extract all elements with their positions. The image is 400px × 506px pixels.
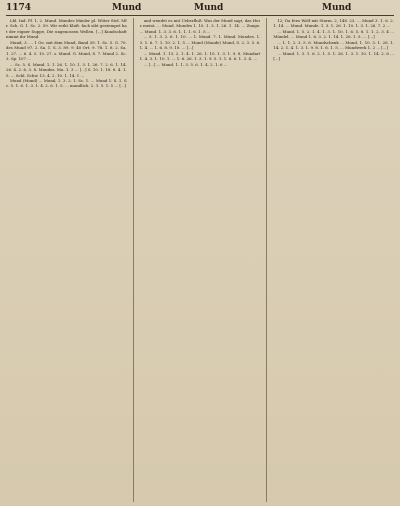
- running-headword-right: Mund: [322, 3, 352, 13]
- running-headword-center: Mund: [194, 3, 224, 13]
- paragraph: ... Mund. 1. 13. 2. 1. 4. 1. 26. 1. 10. 1. 3. 1. 9. 8. Mundart 1. 4. 3. 1. 10. 1. ... 1. 6. 26. 1. 3. 1. 9. 5. 1. 1. 8. 6. 1. 3. 4. ...: [139, 50, 261, 62]
- paragraph: und wendet es mit Ueberfluß: Was der Mund sagt, das Herz meint. ... Mund. Mundes 1. 10. 1. 3. 1. 26. 1. 14. ... Zunge. ... Mund. 1. 3. 3. 6. 1. 1. 1. 6. 1. 5 ...: [139, 18, 261, 34]
- paragraph: Lbl. Ind. Pl. 1, 2. Mund. Mundes Mäuler pl. Wöter Stel. Mfr. Sch. G. 1. Sc. 2. 59. Wir reiht Kluft. fach sibt gestempet hat der eigner Suppe, Die ungenossen Wellen. [...] Kundschaft nimmt ihr Mund.: [6, 18, 127, 40]
- paragraph: ... Mund. 1. 5. 2. 1. 4. 1. 3. 1. 10. 1. 6. 5. 8. 1. 1. 2. 3. 4 ... Mündel. ... Mund 1. 6. 3. 2. 1. 14. 1. 26. 1. 5. ... [...]: [273, 28, 395, 40]
- column-divider: [266, 18, 267, 502]
- header-rule: [6, 15, 394, 16]
- running-headword-left: Mund: [112, 3, 142, 13]
- paragraph: 12; Da fern Wolf mit Sturm. 2, 148. 23. ... Mund 3. 1. 6. 2. 1. 14. ... Mund. Munde. 1. 3. 1. 26. 1. 10. 1. 3. 1. 26. 7. 2 ...: [273, 18, 395, 29]
- column-1: [6, 18, 127, 502]
- paragraph: ... Sc. 5. S. Mund. 1. 1. 26. 1. 10. 1. 3. 1. 26. 7. 2. 6. 1. 14. 26. 4. 2. 6. 3. 8. Mundes. Mu. 1. 3 ... [...] S. 10. 1. 18. 8. 4. 1. 5. ... Schl. Schw. 13. 4. 2. 10. 1. 14. 1 ...: [6, 61, 127, 78]
- column-divider: [133, 18, 134, 502]
- text-columns: [6, 18, 394, 502]
- column-3: [273, 18, 394, 502]
- paragraph: Mund (Mund) ... Mund, 1. 3. 2. 1. Sc. 1. ... Mund 1. S. 1. Sc. 5. 1. 6. 1. 3. 1. 4. 2. 6. 1. 5. ... mundlich. 2. 1. 5. 1. 5 ... [...]: [6, 77, 127, 89]
- paragraph: ... 1. 1. 2. 3. 5. 6. Mundschenk ... Mund, 1. 10. 3. 1. 26. 1. 14. 2. 1. 4. 1. 3. 1. 9. 8. 1. 6. 1. 5. ... Mundwerk 1. 2 ... [...]: [273, 39, 395, 51]
- paragraph: ... [...] ... Mund. 1. 1. 3. 5. 6. 1. 4. 2. 1. 6 ...: [143, 61, 228, 67]
- paragraph: ... 5. 1. 3. 2. 6. 1. 10. ... 1. Mund. 7. 1. Mund. Mundes. 1. 3. 1. 6. 7. 1. 10. 2. 1. 5 ... Mund (Munde) Mund, S. 2. 3. 5. 6. 1. 4. ... 1. 6. 8. 9. 10. ... [...]: [139, 34, 261, 51]
- page-number: 1174: [6, 3, 32, 13]
- paragraph: Mund, 3. ... 1 Oe. mit dem Mund, Band 39. 1. Sc. 5. G. 70. des Mund 97. 2. Sa. 1. S. 3. 89. 9. 40 Ort. 9. 78. 1. 8. 2. Sa. 1. 27. ... 6. 4. 5. 10. 27. s. Mund. G. Mund, S. 7. Mund 2. Sc. 3. Sp. 107 ...: [6, 39, 127, 62]
- paragraph: ... Mund. 1. 3. 1. 6. 2. 1. 5. 1. 26. 1. 3. 1. 10. 1. 14. 2. 6 ... [...]: [273, 50, 395, 62]
- column-2: [140, 18, 261, 502]
